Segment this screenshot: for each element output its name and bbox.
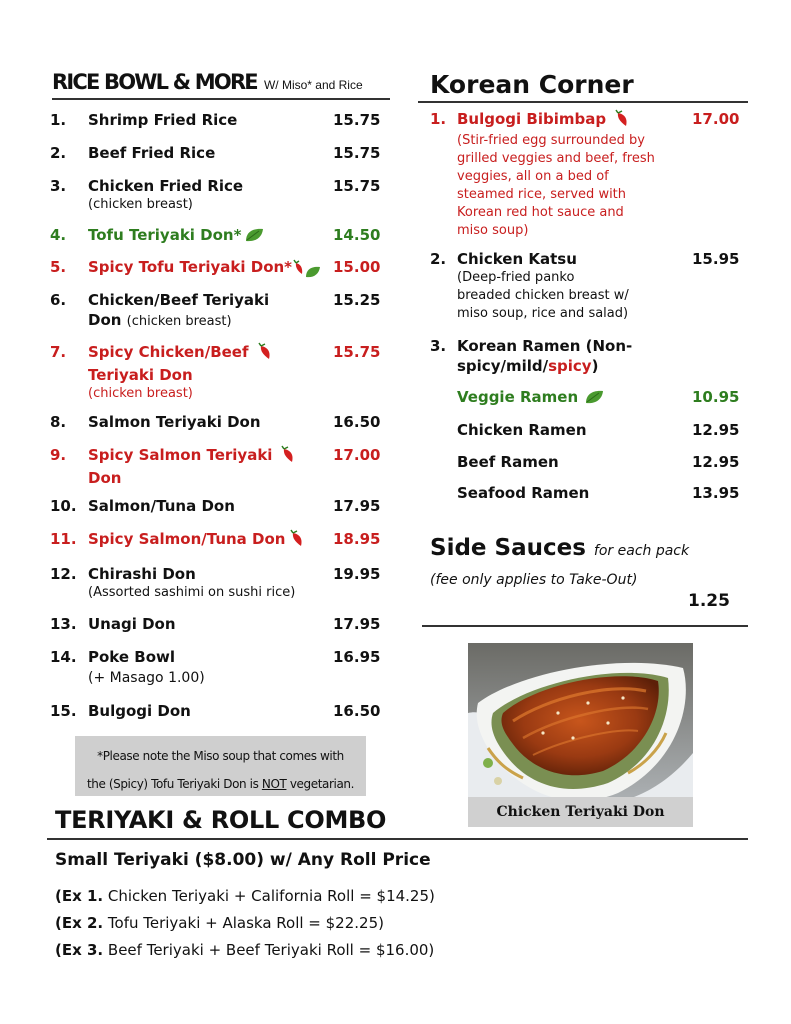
item-price: 16.50 [333,413,381,431]
item-price: 17.95 [333,497,381,515]
food-photo [468,643,693,827]
miso-note-not: NOT [261,777,287,791]
item-note: (Assorted sashimi on sushi rice) [88,585,296,600]
item-number: 13. [50,615,77,633]
item-name: Spicy Salmon/Tuna Don [88,530,286,548]
item-note: (chicken breast) [88,386,193,401]
item-name-line2: Teriyaki Don [88,366,193,384]
combo-example: (Ex 1. Chicken Teriyaki + California Roll = $14.25) [55,887,435,905]
combo-title: TERIYAKI & ROLL COMBO [55,806,387,834]
side-sauces-note: (fee only applies to Take-Out) [430,572,638,588]
item-number: 8. [50,413,67,431]
ramen-price: 12.95 [692,421,740,439]
rice-bowl-title: RICE BOWL & MORE [52,70,257,94]
miso-note-line1: *Please note the Miso soup that comes with [97,749,344,763]
item-name: Shrimp Fried Rice [88,111,238,129]
item-price: 19.95 [333,565,381,583]
ramen-name: Beef Ramen [457,453,559,471]
combo-example: (Ex 3. Beef Teriyaki + Beef Teriyaki Roll = $16.00) [55,941,435,959]
item-number: 7. [50,343,67,361]
item-note: (chicken breast) [88,197,193,212]
spicy-label: spicy [548,357,592,375]
rice-bowl-subtitle: W/ Miso* and Rice [263,78,363,92]
ramen-price: 10.95 [692,388,740,406]
item-number: 2. [430,250,447,268]
item-note: (chicken breast) [126,314,232,329]
ramen-price: 13.95 [692,484,740,502]
item-number: 14. [50,648,77,666]
item-name: Chirashi Don [88,565,196,583]
item-price: 15.75 [333,111,381,129]
photo-caption: Chicken Teriyaki Don [468,797,693,827]
item-number: 15. [50,702,77,720]
item-number: 3. [430,337,447,355]
item-price: 14.50 [333,226,381,244]
leaf-icon [584,389,604,410]
item-price: 17.95 [333,615,381,633]
chili-pepper-icon [614,109,632,132]
ramen-name: Chicken Ramen [457,421,587,439]
item-price: 17.00 [333,446,381,464]
ramen-name: Veggie Ramen [457,388,579,406]
item-name: Tofu Teriyaki Don* [88,226,242,244]
item-name: Salmon/Tuna Don [88,497,235,515]
item-name: Bulgogi Bibimbap [457,110,607,128]
item-price: 15.25 [333,291,381,309]
item-price: 16.50 [333,702,381,720]
leaf-icon [244,227,264,248]
item-number: 4. [50,226,67,244]
item-name-line2: Don [88,469,122,487]
item-number: 11. [50,530,77,548]
side-sauces-price: 1.25 [688,591,730,611]
item-number: 6. [50,291,67,309]
item-price: 18.95 [333,530,381,548]
item-number: 5. [50,258,67,276]
item-number: 12. [50,565,77,583]
chili-pepper-icon [289,529,307,552]
item-name: Poke Bowl [88,648,176,666]
leaf-icon [305,264,321,284]
item-name: Korean Ramen (Non- [457,337,633,355]
item-name: Chicken/Beef Teriyaki [88,291,270,309]
item-name: Salmon Teriyaki Don [88,413,261,431]
item-name: Bulgogi Don [88,702,191,720]
ramen-name: Seafood Ramen [457,484,590,502]
side-sauces-title: Side Sauces for each pack [430,535,690,561]
side-sauces-subtitle: for each pack [593,543,690,559]
item-price: 15.75 [333,343,381,361]
item-note: (+ Masago 1.00) [88,670,205,686]
item-name: Spicy Chicken/Beef [88,343,249,361]
chili-pepper-icon [280,445,298,468]
combo-subtitle: Small Teriyaki ($8.00) w/ Any Roll Price [55,850,431,870]
item-description: (Deep-fried panko breaded chicken breast w/ miso soup, rice and salad) [457,270,629,321]
rice-bowl-header [52,70,390,100]
item-description: (Stir-fried egg surrounded by grilled veggies and beef, fresh veggies, all on a bed of steamed rice, served with Korean red hot sauce and miso soup) [457,133,655,238]
chili-pepper-icon [257,342,275,365]
korean-corner-title: Korean Corner [430,70,634,99]
miso-note-line2: the (Spicy) Tofu Teriyaki Don is NOT vegetarian. [86,777,355,791]
item-name-line2: Don [88,311,122,329]
item-price: 15.75 [333,177,381,195]
item-number: 9. [50,446,67,464]
item-name: Spicy Tofu Teriyaki Don* [88,258,293,276]
item-number: 1. [430,110,447,128]
item-number: 10. [50,497,77,515]
combo-example: (Ex 2. Tofu Teriyaki + Alaska Roll = $22.25) [55,914,384,932]
item-number: 3. [50,177,67,195]
item-price: 17.00 [692,110,740,128]
side-sauces-divider [422,625,748,627]
item-name: Chicken Katsu [457,250,577,268]
item-name-line2: spicy/mild/spicy) [457,357,599,375]
item-name: Beef Fried Rice [88,144,216,162]
item-price: 16.95 [333,648,381,666]
item-price: 15.00 [333,258,381,276]
korean-corner-divider [418,101,748,103]
item-name: Spicy Salmon Teriyaki [88,446,273,464]
item-price: 15.75 [333,144,381,162]
item-number: 2. [50,144,67,162]
ramen-price: 12.95 [692,453,740,471]
item-number: 1. [50,111,67,129]
item-price: 15.95 [692,250,740,268]
item-name: Chicken Fried Rice [88,177,244,195]
miso-note-box [75,736,366,796]
combo-divider [47,838,748,840]
item-name: Unagi Don [88,615,176,633]
